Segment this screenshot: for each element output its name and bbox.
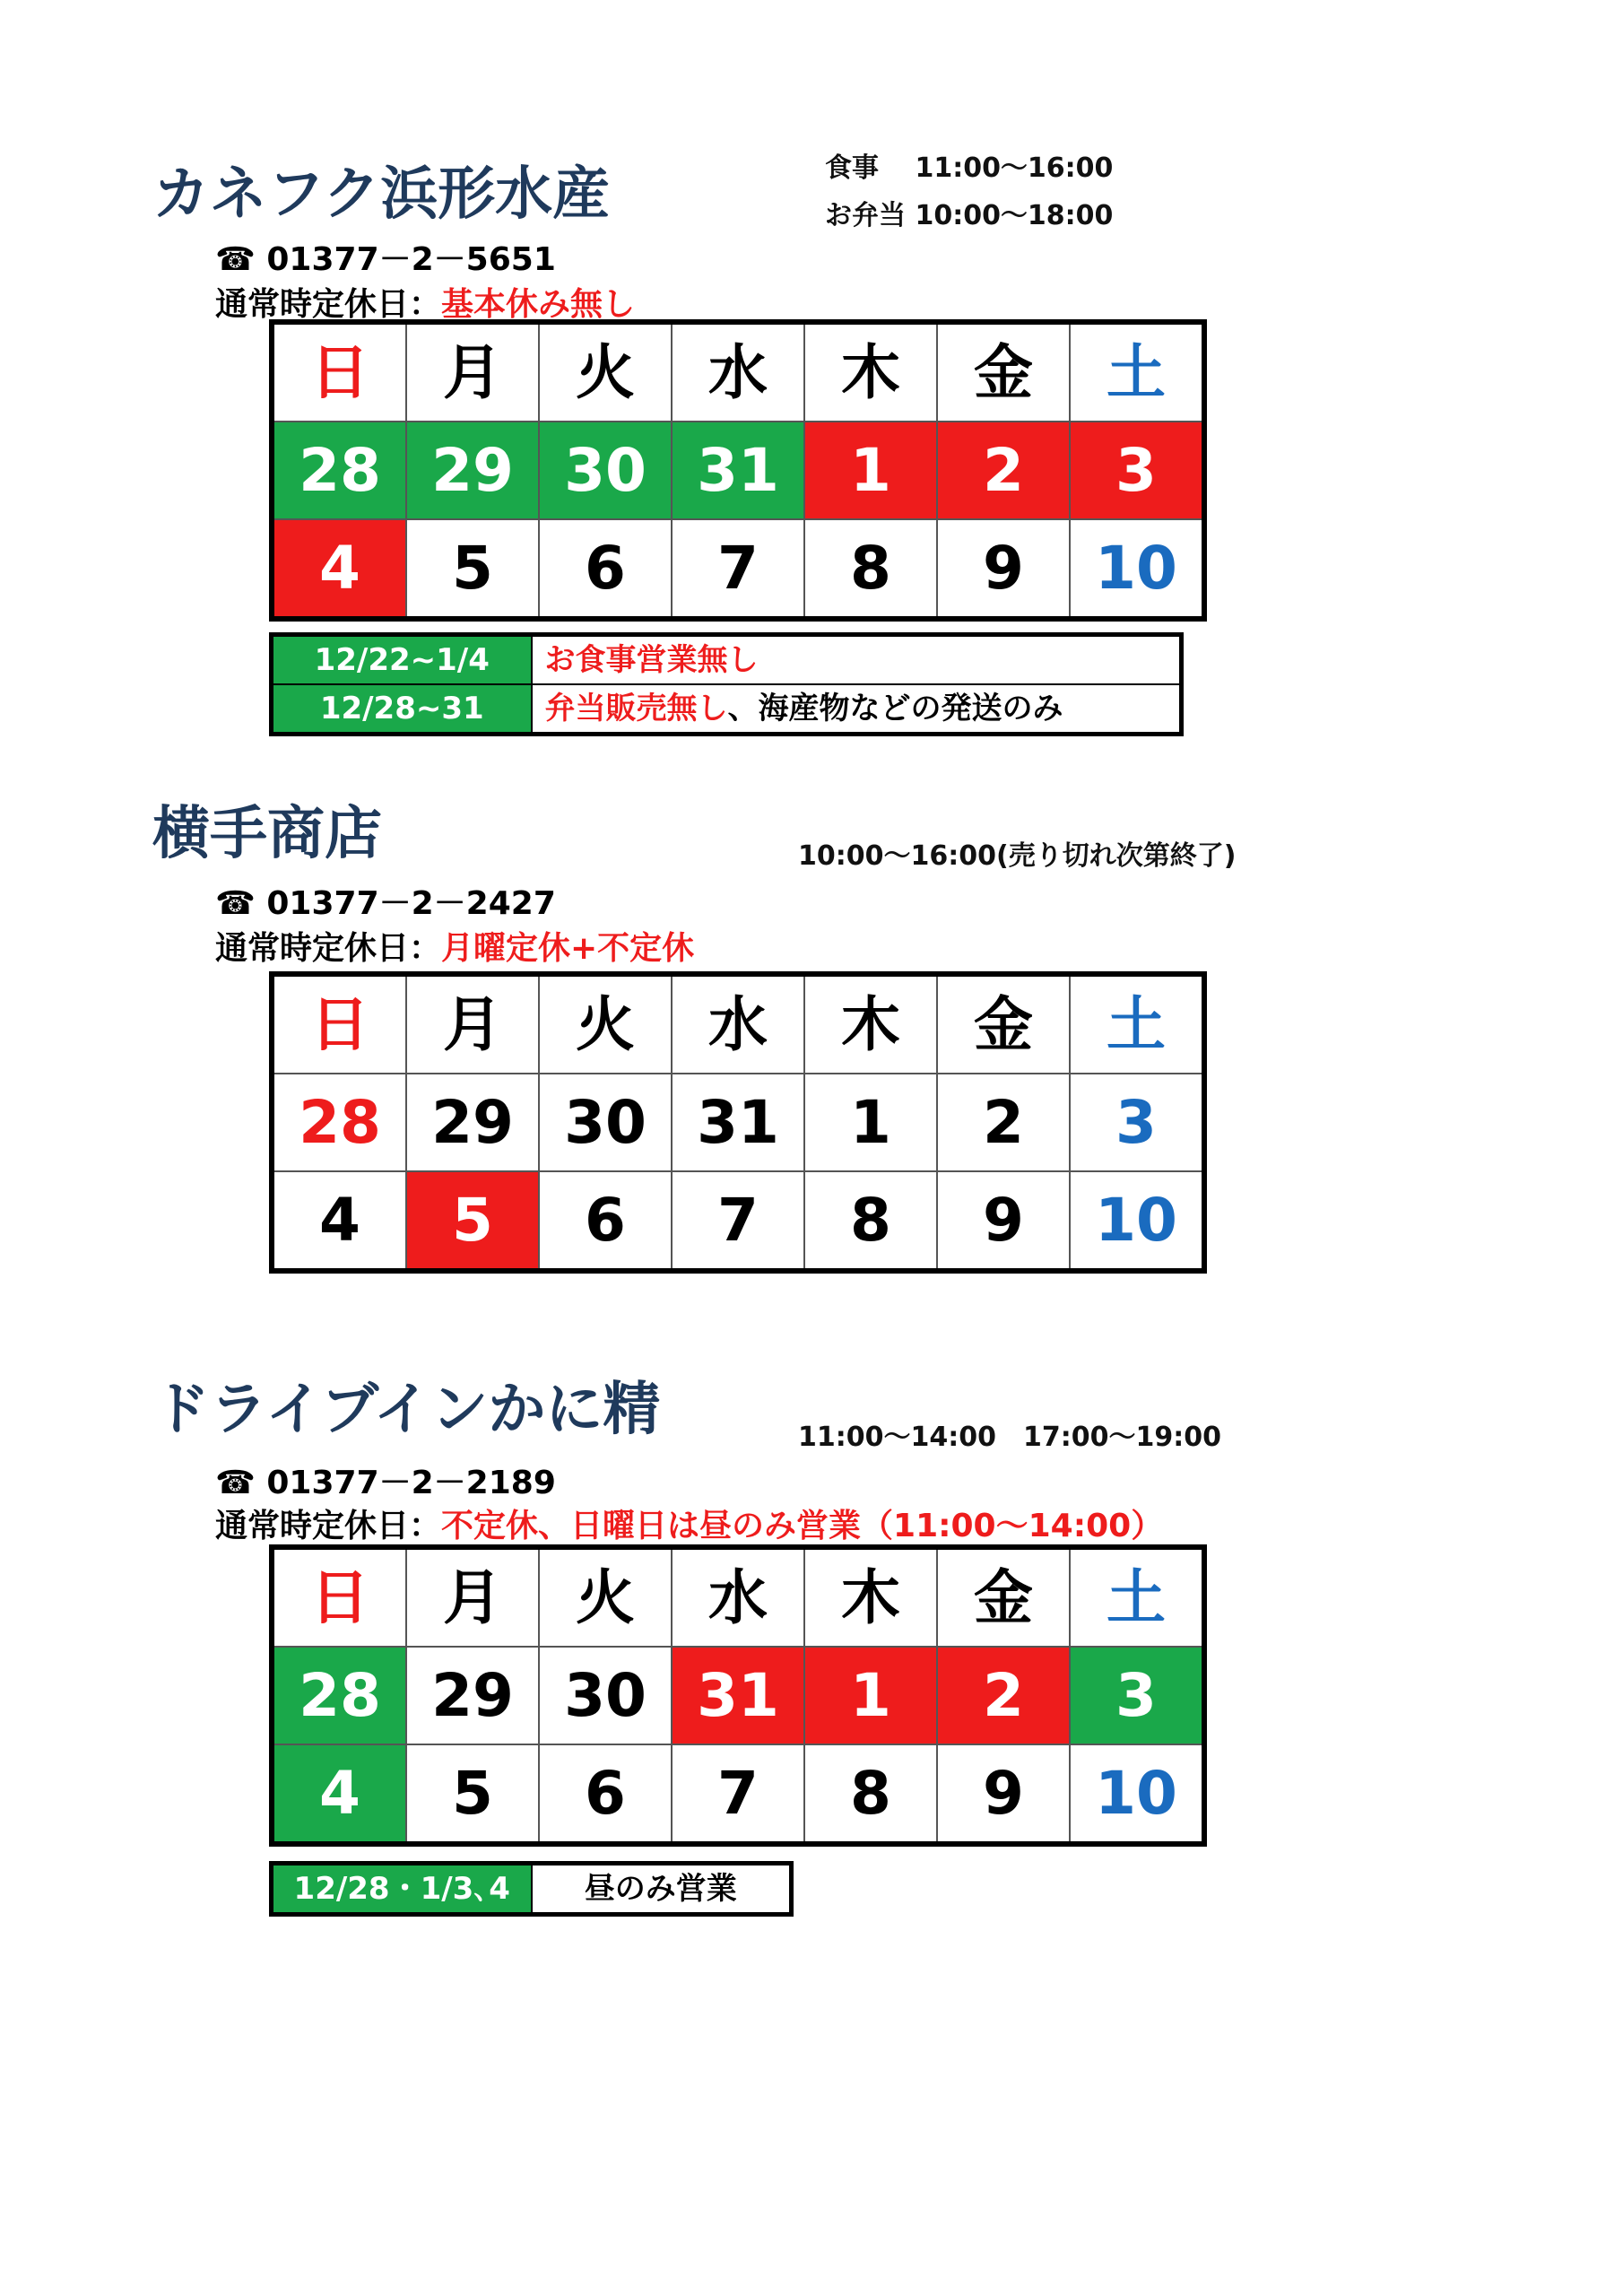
day-cell: 10	[1070, 1744, 1204, 1844]
shop1-notes	[269, 632, 1184, 736]
day-cell: 31	[672, 422, 804, 519]
shop3-hours: 11:00〜14:00 17:00〜19:00	[798, 1422, 1221, 1453]
note-text: お食事営業無し	[532, 635, 1182, 685]
day-cell: 28	[272, 1074, 406, 1171]
holiday-value: 基本休み無し	[441, 286, 636, 323]
week-row-1	[272, 1647, 1204, 1744]
note-text: 昼のみ営業	[532, 1864, 792, 1915]
day-cell: 10	[1070, 1171, 1204, 1271]
shop1-hours-bento: お弁当 10:00〜18:00	[825, 200, 1114, 231]
day-cell: 29	[406, 1074, 539, 1171]
day-cell: 28	[272, 422, 406, 519]
shop2-phone: ☎ 01377－2－2427	[215, 885, 556, 922]
day-cell: 29	[406, 1647, 539, 1744]
holiday-label: 通常時定休日：	[215, 286, 442, 323]
day-cell: 2	[937, 1647, 1070, 1744]
day-cell: 3	[1070, 422, 1204, 519]
weekday-row	[272, 1547, 1204, 1647]
weekday-wed: 水	[672, 322, 804, 422]
day-cell: 4	[272, 519, 406, 619]
day-cell: 1	[804, 1647, 937, 1744]
day-cell: 5	[406, 1744, 539, 1844]
day-cell: 7	[672, 1171, 804, 1271]
day-cell: 30	[539, 1074, 672, 1171]
weekday-sun: 日	[272, 974, 406, 1074]
day-cell: 9	[937, 519, 1070, 619]
weekday-thu: 木	[804, 974, 937, 1074]
weekday-row	[272, 322, 1204, 422]
weekday-sun: 日	[272, 1547, 406, 1647]
note-date: 12/28~31	[272, 684, 532, 735]
week-row-1	[272, 1074, 1204, 1171]
shop3-notes	[269, 1861, 794, 1917]
shop3-phone: ☎ 01377－2－2189	[215, 1465, 556, 1501]
holiday-value: 不定休、日曜日は昼のみ営業（11:00〜14:00）	[441, 1508, 1164, 1544]
shop2-hours: 10:00〜16:00(売り切れ次第終了)	[798, 840, 1237, 872]
day-cell: 10	[1070, 519, 1204, 619]
week-row-2	[272, 519, 1204, 619]
day-cell: 3	[1070, 1074, 1204, 1171]
day-cell: 8	[804, 519, 937, 619]
week-row-2	[272, 1171, 1204, 1271]
weekday-sat: 土	[1070, 974, 1204, 1074]
day-cell: 9	[937, 1171, 1070, 1271]
weekday-sat: 土	[1070, 1547, 1204, 1647]
day-cell: 6	[539, 1744, 672, 1844]
day-cell: 5	[406, 519, 539, 619]
shop3-holiday	[215, 1510, 1163, 1543]
shop3-name: ドライブインかに精	[152, 1377, 661, 1443]
day-cell: 30	[539, 422, 672, 519]
weekday-row	[272, 974, 1204, 1074]
shop1-holiday	[215, 286, 636, 323]
holiday-value: 月曜定休+不定休	[441, 930, 695, 967]
weekday-fri: 金	[937, 974, 1070, 1074]
weekday-tue: 火	[539, 1547, 672, 1647]
note-text: 弁当販売無し、海産物などの発送のみ	[532, 684, 1182, 735]
day-cell: 7	[672, 519, 804, 619]
shop2-holiday	[215, 930, 695, 967]
day-cell: 6	[539, 519, 672, 619]
day-cell: 9	[937, 1744, 1070, 1844]
weekday-mon: 月	[406, 1547, 539, 1647]
week-row-1	[272, 422, 1204, 519]
shop1-calendar	[269, 319, 1207, 622]
weekday-fri: 金	[937, 322, 1070, 422]
week-row-2	[272, 1744, 1204, 1844]
day-cell: 1	[804, 1074, 937, 1171]
note-date: 12/22~1/4	[272, 635, 532, 685]
weekday-sat: 土	[1070, 322, 1204, 422]
shop2-calendar	[269, 971, 1207, 1274]
day-cell: 4	[272, 1171, 406, 1271]
day-cell: 2	[937, 422, 1070, 519]
day-cell: 30	[539, 1647, 672, 1744]
weekday-thu: 木	[804, 1547, 937, 1647]
holiday-label: 通常時定休日：	[215, 930, 442, 967]
holiday-label: 通常時定休日：	[215, 1508, 442, 1544]
day-cell: 4	[272, 1744, 406, 1844]
note-row	[272, 684, 1182, 735]
shop2-name: 横手商店	[152, 801, 382, 867]
day-cell: 28	[272, 1647, 406, 1744]
note-row	[272, 1864, 792, 1915]
day-cell: 8	[804, 1171, 937, 1271]
weekday-wed: 水	[672, 1547, 804, 1647]
day-cell: 7	[672, 1744, 804, 1844]
day-cell: 31	[672, 1647, 804, 1744]
day-cell: 3	[1070, 1647, 1204, 1744]
weekday-fri: 金	[937, 1547, 1070, 1647]
day-cell: 8	[804, 1744, 937, 1844]
day-cell: 2	[937, 1074, 1070, 1171]
weekday-tue: 火	[539, 974, 672, 1074]
weekday-mon: 月	[406, 322, 539, 422]
weekday-tue: 火	[539, 322, 672, 422]
shop1-hours-meal: 食事 11:00〜16:00	[825, 152, 1114, 184]
day-cell: 5	[406, 1171, 539, 1271]
day-cell: 29	[406, 422, 539, 519]
day-cell: 6	[539, 1171, 672, 1271]
weekday-mon: 月	[406, 974, 539, 1074]
weekday-thu: 木	[804, 322, 937, 422]
shop3-calendar	[269, 1544, 1207, 1847]
weekday-sun: 日	[272, 322, 406, 422]
note-row	[272, 635, 1182, 685]
day-cell: 31	[672, 1074, 804, 1171]
shop1-name: カネフク浜形水産	[152, 161, 611, 228]
note-date: 12/28・1/3､4	[272, 1864, 532, 1915]
shop1-phone: ☎ 01377－2－5651	[215, 241, 556, 278]
weekday-wed: 水	[672, 974, 804, 1074]
day-cell: 1	[804, 422, 937, 519]
